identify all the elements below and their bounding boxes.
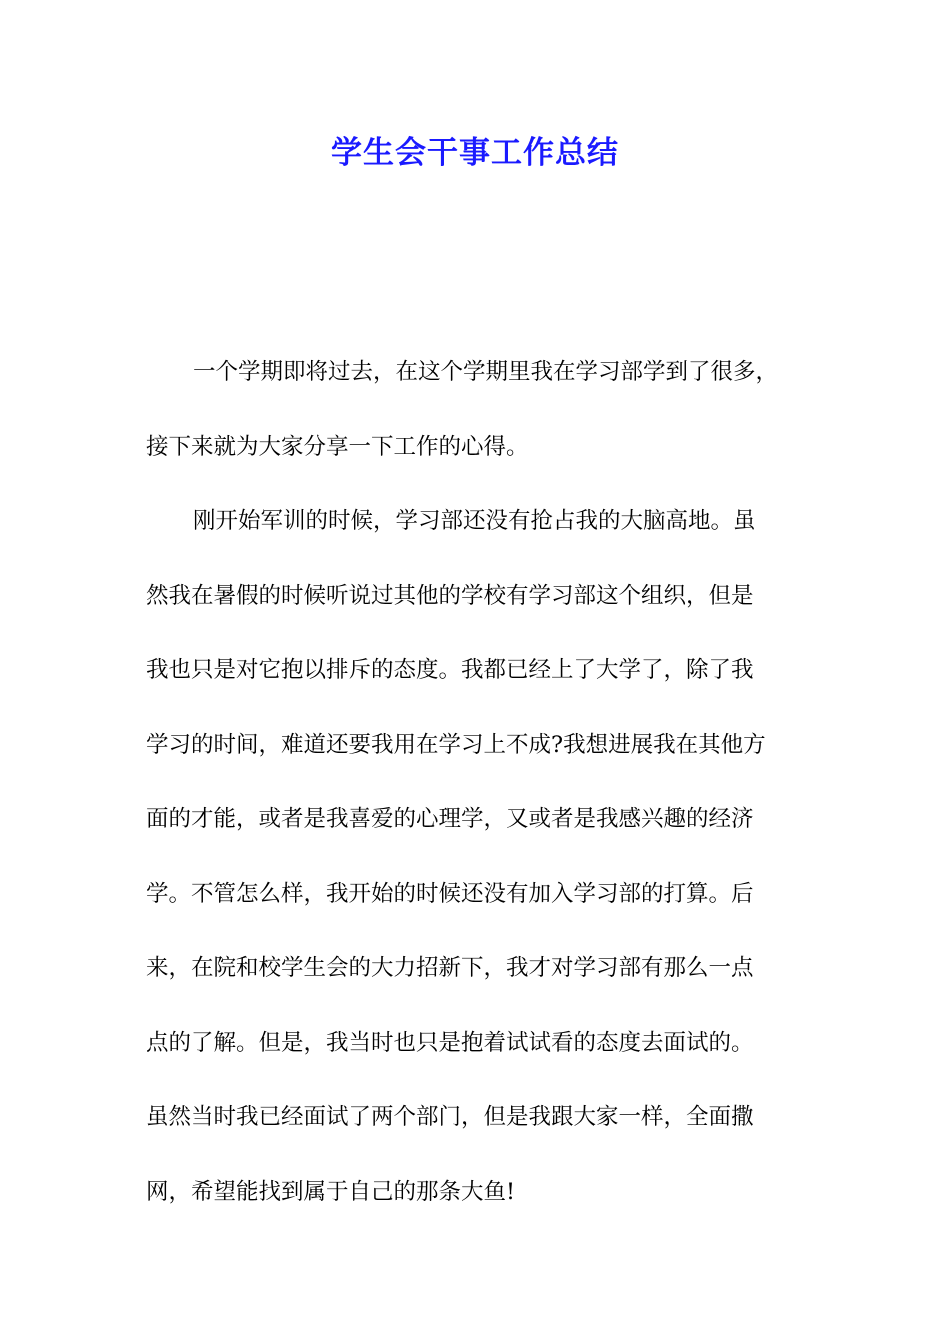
text-line: 我也只是对它抱以排斥的态度。我都已经上了大学了，除了我 <box>146 657 754 683</box>
text-line: 来，在院和校学生会的大力招新下，我才对学习部有那么一点 <box>146 955 754 981</box>
text-line: 学习的时间，难道还要我用在学习上不成?我想进展我在其他方 <box>146 731 766 758</box>
document-title: 学生会干事工作总结 <box>331 135 619 171</box>
text-line: 刚开始军训的时候，学习部还没有抢占我的大脑高地。虽 <box>193 508 756 534</box>
text-line: 接下来就为大家分享一下工作的心得。 <box>146 433 529 460</box>
text-line: 面的才能，或者是我喜爱的心理学，又或者是我感兴趣的经济 <box>146 806 754 832</box>
text-line: 一个学期即将过去，在这个学期里我在学习部学到了很多， <box>193 359 779 385</box>
paragraph-2 <box>146 484 831 1229</box>
document-body <box>146 335 831 1229</box>
paragraph-1 <box>146 335 831 484</box>
text-line: 虽然当时我已经面试了两个部门，但是我跟大家一样，全面撒 <box>146 1104 754 1130</box>
text-line: 网，希望能找到属于自己的那条大鱼! <box>146 1178 516 1205</box>
text-line: 然我在暑假的时候听说过其他的学校有学习部这个组织，但是 <box>146 582 754 609</box>
text-line: 学。不管怎么样，我开始的时候还没有加入学习部的打算。后 <box>146 880 754 907</box>
text-line: 点的了解。但是，我当时也只是抱着试试看的态度去面试的。 <box>146 1029 754 1056</box>
